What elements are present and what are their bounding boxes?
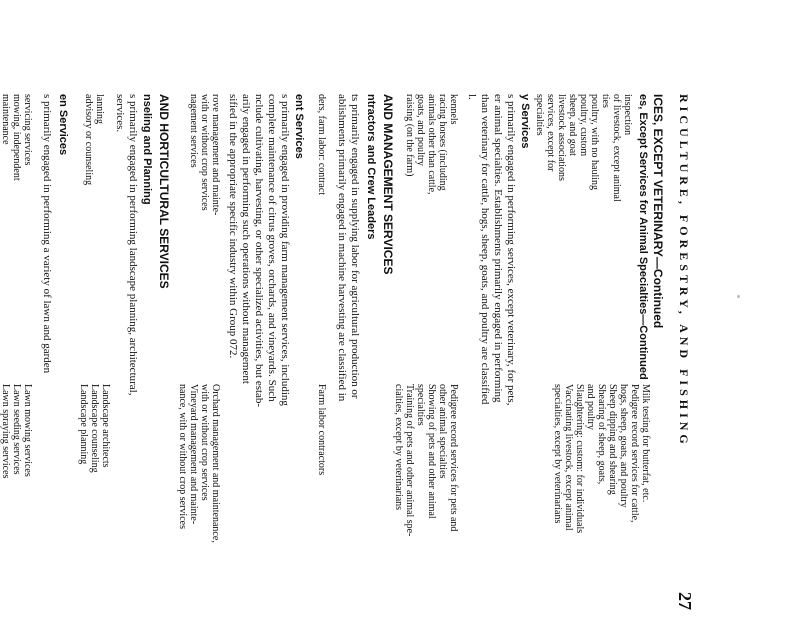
section-subtitle-3: ntractors and Crew Leaders bbox=[365, 94, 377, 240]
body-line: complete maintenance of citrus groves, orchards, and vineyards. Such bbox=[266, 94, 278, 402]
section-title-5: AND HORTICULTURAL SERVICES bbox=[157, 94, 171, 289]
list-item: Landscape counseling bbox=[89, 384, 100, 473]
list-item: Farm labor contractors bbox=[316, 384, 327, 476]
scan-speck bbox=[737, 295, 740, 298]
list-item: Pedigree record services for cattle, bbox=[629, 384, 640, 523]
list-item: specialties, except by veterinarians bbox=[552, 384, 563, 524]
list-left-2 bbox=[404, 94, 459, 195]
list-left-3 bbox=[316, 94, 327, 195]
section-title-6: en Services bbox=[57, 94, 69, 156]
list-right-2 bbox=[393, 384, 459, 536]
list-item: services, except for bbox=[545, 94, 556, 172]
list-item: advisory or counseling bbox=[83, 94, 94, 186]
section-title-2: y Services bbox=[519, 94, 531, 149]
paragraph-3 bbox=[335, 94, 361, 401]
list-item: mowing, independent bbox=[11, 94, 22, 181]
page-number: 27 bbox=[675, 592, 695, 610]
list-item: ties bbox=[600, 94, 611, 108]
paragraph-2 bbox=[465, 94, 517, 405]
running-title: RICULTURE, FORESTRY, AND FISHING bbox=[677, 94, 691, 448]
list-item: Vaccinating livestock, except animal bbox=[563, 384, 574, 531]
list-item: Orchard management and maintenance, bbox=[210, 384, 221, 543]
body-line: er animal specialties. Establishments primarily engaged in performing bbox=[492, 94, 504, 403]
list-item: with or without crop services bbox=[199, 94, 210, 211]
list-item: servicing services bbox=[22, 94, 33, 166]
section-subtitle-5: nseling and Planning bbox=[141, 94, 153, 205]
body-line: arily engaged in performing such operations without management bbox=[240, 94, 252, 384]
list-right-5 bbox=[78, 384, 111, 473]
list-item: Pedigree record services for pets and bbox=[448, 384, 459, 532]
list-item: racing horses (including bbox=[437, 94, 448, 191]
list-item: ders, farm labor: contract bbox=[316, 94, 327, 196]
list-item: goats, and poultry bbox=[415, 94, 426, 166]
body-line: ts primarily engaged in supplying labor for agricultural production or bbox=[349, 94, 361, 399]
list-item: nance, with or without crop services bbox=[177, 384, 188, 529]
list-item: livestock associations bbox=[556, 94, 567, 181]
list-item: poultry, custom bbox=[578, 94, 589, 157]
list-item: nagement services bbox=[188, 94, 199, 168]
list-item: Lawn seeding services bbox=[11, 384, 22, 475]
list-left-1 bbox=[534, 94, 633, 202]
list-item: Landscape planning bbox=[78, 384, 89, 465]
body-line: s primarily engaged in performing a variety of lawn and garden bbox=[41, 94, 53, 374]
list-item: and poultry bbox=[585, 384, 596, 430]
list-item: Sheep dipping and shearing bbox=[607, 384, 618, 495]
section-title-4: ent Services bbox=[293, 94, 305, 159]
list-item: rove management and mainte- bbox=[210, 94, 221, 216]
list-item: kennels bbox=[448, 94, 459, 125]
list-right-4 bbox=[177, 384, 221, 543]
list-item: Slaughtering: custom: for individuals bbox=[574, 384, 585, 534]
body-line: s primarily engaged in performing services, except veterinary, for pets, bbox=[505, 94, 517, 406]
list-left-6 bbox=[0, 94, 33, 181]
paragraph-6 bbox=[40, 94, 53, 373]
list-item: raising (on the farm) bbox=[404, 94, 415, 177]
list-left-4 bbox=[188, 94, 221, 215]
paragraph-5 bbox=[113, 94, 139, 395]
list-item: Showing of pets and other animal bbox=[426, 384, 437, 519]
list-item: other animal specialties bbox=[437, 384, 448, 479]
body-line: s primarily engaged in providing farm management services, including bbox=[279, 94, 291, 406]
list-right-1 bbox=[552, 384, 651, 533]
rotated-document bbox=[0, 94, 709, 618]
body-line: ablishments primarily engaged in machine harvesting are classified in bbox=[336, 94, 348, 402]
body-line: s primarily engaged in performing landscape planning, architectural, bbox=[127, 94, 139, 396]
body-line: l. bbox=[466, 94, 478, 100]
section-title-3: AND MANAGEMENT SERVICES bbox=[381, 94, 395, 275]
list-item: hogs, sheep, goats, and poultry bbox=[618, 384, 629, 508]
list-item: poultry, with no hauling bbox=[589, 94, 600, 191]
list-item: with or without crop services bbox=[199, 384, 210, 501]
section-title-1: ICES, EXCEPT VETERINARY—Continued bbox=[651, 94, 665, 329]
paragraph-4 bbox=[226, 94, 291, 407]
list-item: Training of pets and other animal spe- bbox=[404, 384, 415, 537]
list-right-3 bbox=[316, 384, 327, 475]
list-item: specialties bbox=[415, 384, 426, 426]
list-item: Lawn mowing services bbox=[22, 384, 33, 477]
list-item: cialties, except by veterinarians bbox=[393, 384, 404, 511]
section-subtitle-1: es, Except Services for Animal Specialties—Continued bbox=[637, 94, 649, 380]
list-item: Shearing of sheep, goats, bbox=[596, 384, 607, 485]
body-line: services. bbox=[114, 94, 126, 133]
list-right-6 bbox=[0, 384, 33, 523]
list-item: animals other than cattle, bbox=[426, 94, 437, 195]
list-item: of livestock, except animal bbox=[611, 94, 622, 202]
list-item: maintenance bbox=[0, 94, 11, 145]
list-left-5 bbox=[83, 94, 105, 185]
list-item: Milk testing for butterfat, etc. bbox=[640, 384, 651, 503]
list-item: Lawn spraying services bbox=[0, 384, 11, 479]
body-line: sified in the appropriate specific industry within Group 072. bbox=[227, 94, 239, 359]
list-item: specialties bbox=[534, 94, 545, 136]
list-item: Vineyard management and mainte- bbox=[188, 384, 199, 525]
list-item: sheep, and goat bbox=[567, 94, 578, 156]
list-item: Landscape architects bbox=[100, 384, 111, 468]
list-item: inspection bbox=[622, 94, 633, 136]
body-line: nclude cultivating, harvesting, or other specialized activities, but estab- bbox=[253, 94, 265, 408]
list-item: lanning bbox=[94, 94, 105, 124]
body-line: than veterinary for cattle, hogs, sheep, goats, and poultry are classified bbox=[479, 94, 491, 405]
